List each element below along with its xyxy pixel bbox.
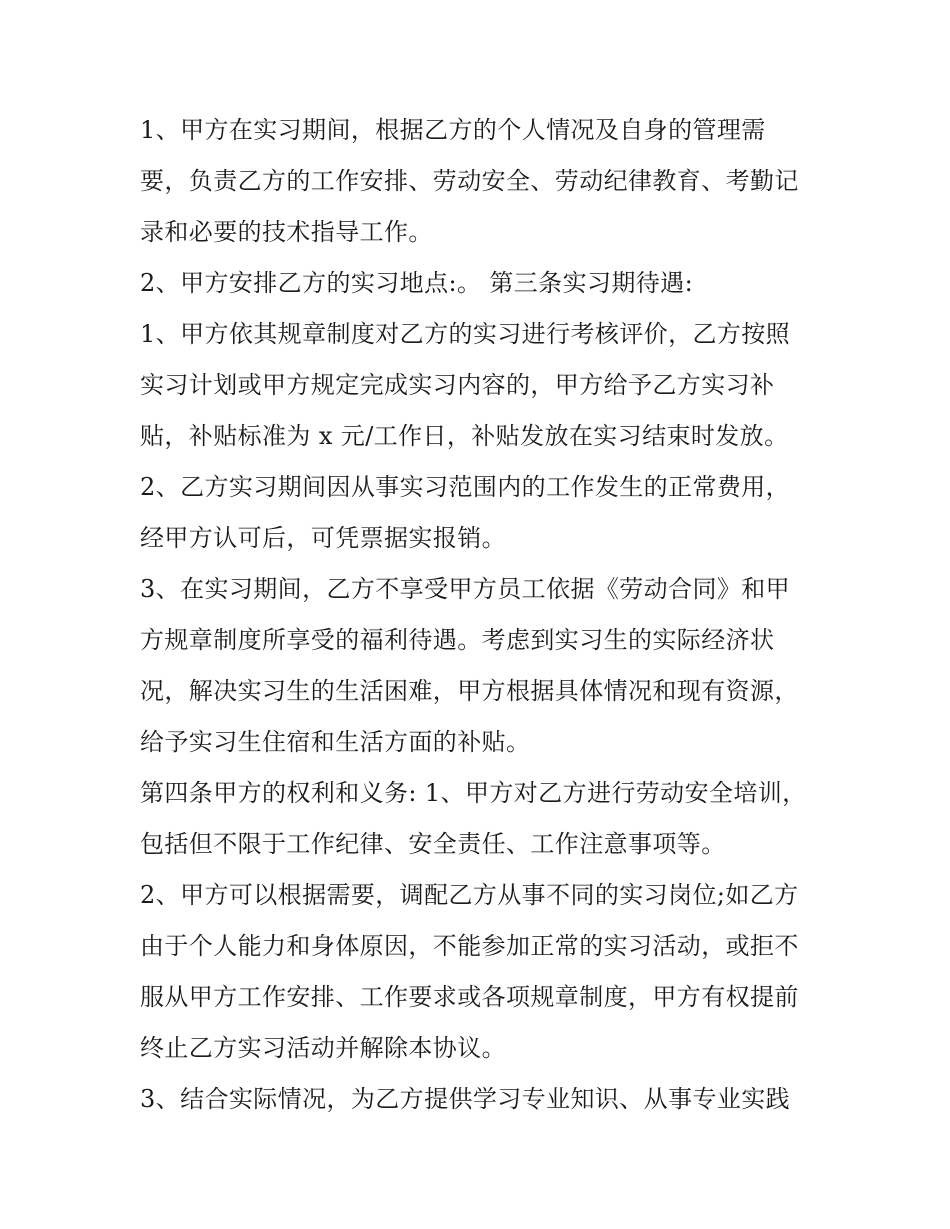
text-line: 服从甲方工作安排、工作要求或各项规章制度，甲方有权提前	[140, 983, 799, 1011]
text-line: 2、乙方实习期间因从事实习范围内的工作发生的正常费用，	[140, 473, 791, 501]
text-line: 终止乙方实习活动并解除本协议。	[140, 1034, 506, 1062]
text-line: 录和必要的技术指导工作。	[140, 218, 433, 246]
text-line: 给予实习生住宿和生活方面的补贴。	[140, 728, 531, 756]
text-line: 由于个人能力和身体原因，不能参加正常的实习活动，或拒不	[140, 932, 799, 960]
text-line: 3、结合实际情况，为乙方提供学习专业知识、从事专业实践	[140, 1085, 791, 1113]
text-line: 1、甲方在实习期间，根据乙方的个人情况及自身的管理需	[140, 116, 766, 144]
text-line: 1、甲方依其规章制度对乙方的实习进行考核评价，乙方按照	[140, 320, 791, 348]
text-line: 第四条甲方的权利和义务: 1、甲方对乙方进行劳动安全培训，	[140, 779, 807, 807]
text-line: 方规章制度所享受的福利待遇。考虑到实习生的实际经济状	[140, 626, 775, 654]
text-line: 2、甲方可以根据需要，调配乙方从事不同的实习岗位;如乙方	[140, 881, 799, 909]
text-line: 包括但不限于工作纪律、安全责任、工作注意事项等。	[140, 830, 726, 858]
text-line: 况，解决实习生的生活困难，甲方根据具体情况和现有资源，	[140, 677, 799, 705]
text-line: 贴，补贴标准为 x 元/工作日，补贴发放在实习结束时发放。	[140, 422, 789, 450]
text-line: 3、在实习期间，乙方不享受甲方员工依据《劳动合同》和甲	[140, 575, 791, 603]
text-line: 要，负责乙方的工作安排、劳动安全、劳动纪律教育、考勤记	[140, 167, 799, 195]
text-line: 实习计划或甲方规定完成实习内容的，甲方给予乙方实习补	[140, 371, 775, 399]
text-line: 2、甲方安排乙方的实习地点:。 第三条实习期待遇:	[140, 269, 694, 297]
text-line: 经甲方认可后，可凭票据实报销。	[140, 524, 506, 552]
